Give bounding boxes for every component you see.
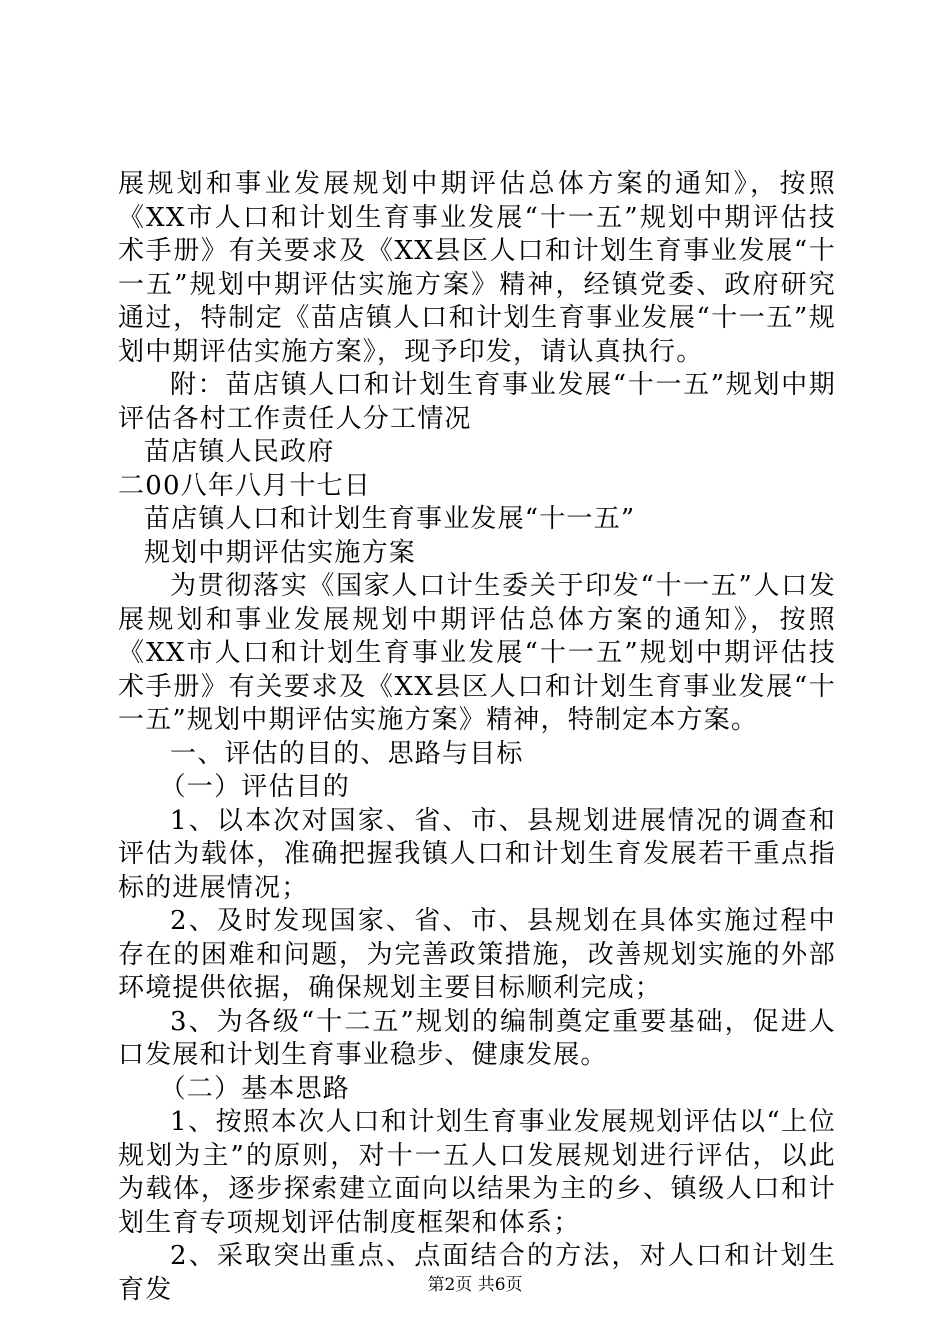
list-item-approach-1: 1、按照本次人口和计划生育事业发展规划评估以“上位规划为主”的原则，对十一五人口发展规划进行评估，以此为载体，逐步探索建立面向以结果为主的乡、镇级人口和计划生育专项规划评估制度框架和体系；	[118, 1107, 836, 1238]
list-item-purpose-1: 1、以本次对国家、省、市、县规划进展情况的调查和评估为载体，准确把握我镇人口和计划生育发展若干重点指标的进展情况；	[118, 805, 836, 903]
page-footer: 第2页 共6页	[427, 1275, 523, 1295]
list-item-approach-2: 2、采取突出重点、点面结合的方法，对人口和计划生育发	[118, 1241, 836, 1305]
document-body	[118, 168, 836, 1307]
heading-level-2-approach: （二）基本思路	[159, 1073, 350, 1104]
list-item-purpose-2: 2、及时发现国家、省、市、县规划在具体实施过程中存在的困难和问题，为完善政策措施，改善规划实施的外部环境提供依据，确保规划主要目标顺利完成；	[118, 906, 836, 1003]
section-title-line-2: 规划中期评估实施方案	[144, 537, 417, 568]
paragraph-continuation: 展规划和事业发展规划中期评估总体方案的通知》，按照《XX市人口和计划生育事业发展“十一五”规划中期评估技术手册》有关要求及《XX县区人口和计划生育事业发展“十一五”规划中期评估实施方案》精神，经镇党委、政府研究通过，特制定《苗店镇人口和计划生育事业发展“十一五”规划中期评估实施方案》，现予印发，请认真执行。	[118, 169, 836, 367]
signature-date: 二00八年八月十七日	[118, 470, 372, 501]
paragraph-attachment: 附：苗店镇人口和计划生育事业发展“十一五”规划中期评估各村工作责任人分工情况	[118, 370, 836, 434]
heading-level-2-purpose: （一）评估目的	[159, 772, 350, 802]
signature-issuer: 苗店镇人民政府	[144, 437, 335, 467]
list-item-purpose-3: 3、为各级“十二五”规划的编制奠定重要基础，促进人口发展和计划生育事业稳步、健康发展。	[118, 1006, 836, 1070]
section-title-line-1: 苗店镇人口和计划生育事业发展“十一五”	[144, 504, 636, 534]
heading-level-1: 一、评估的目的、思路与目标	[170, 738, 524, 769]
paragraph-intro: 为贯彻落实《国家人口计生委关于印发“十一五”人口发展规划和事业发展规划中期评估总体方案的通知》，按照《XX市人口和计划生育事业发展“十一五”规划中期评估技术手册》有关要求及《XX县区人口和计划生育事业发展“十一五”规划中期评估实施方案》精神，特制定本方案。	[118, 571, 836, 735]
